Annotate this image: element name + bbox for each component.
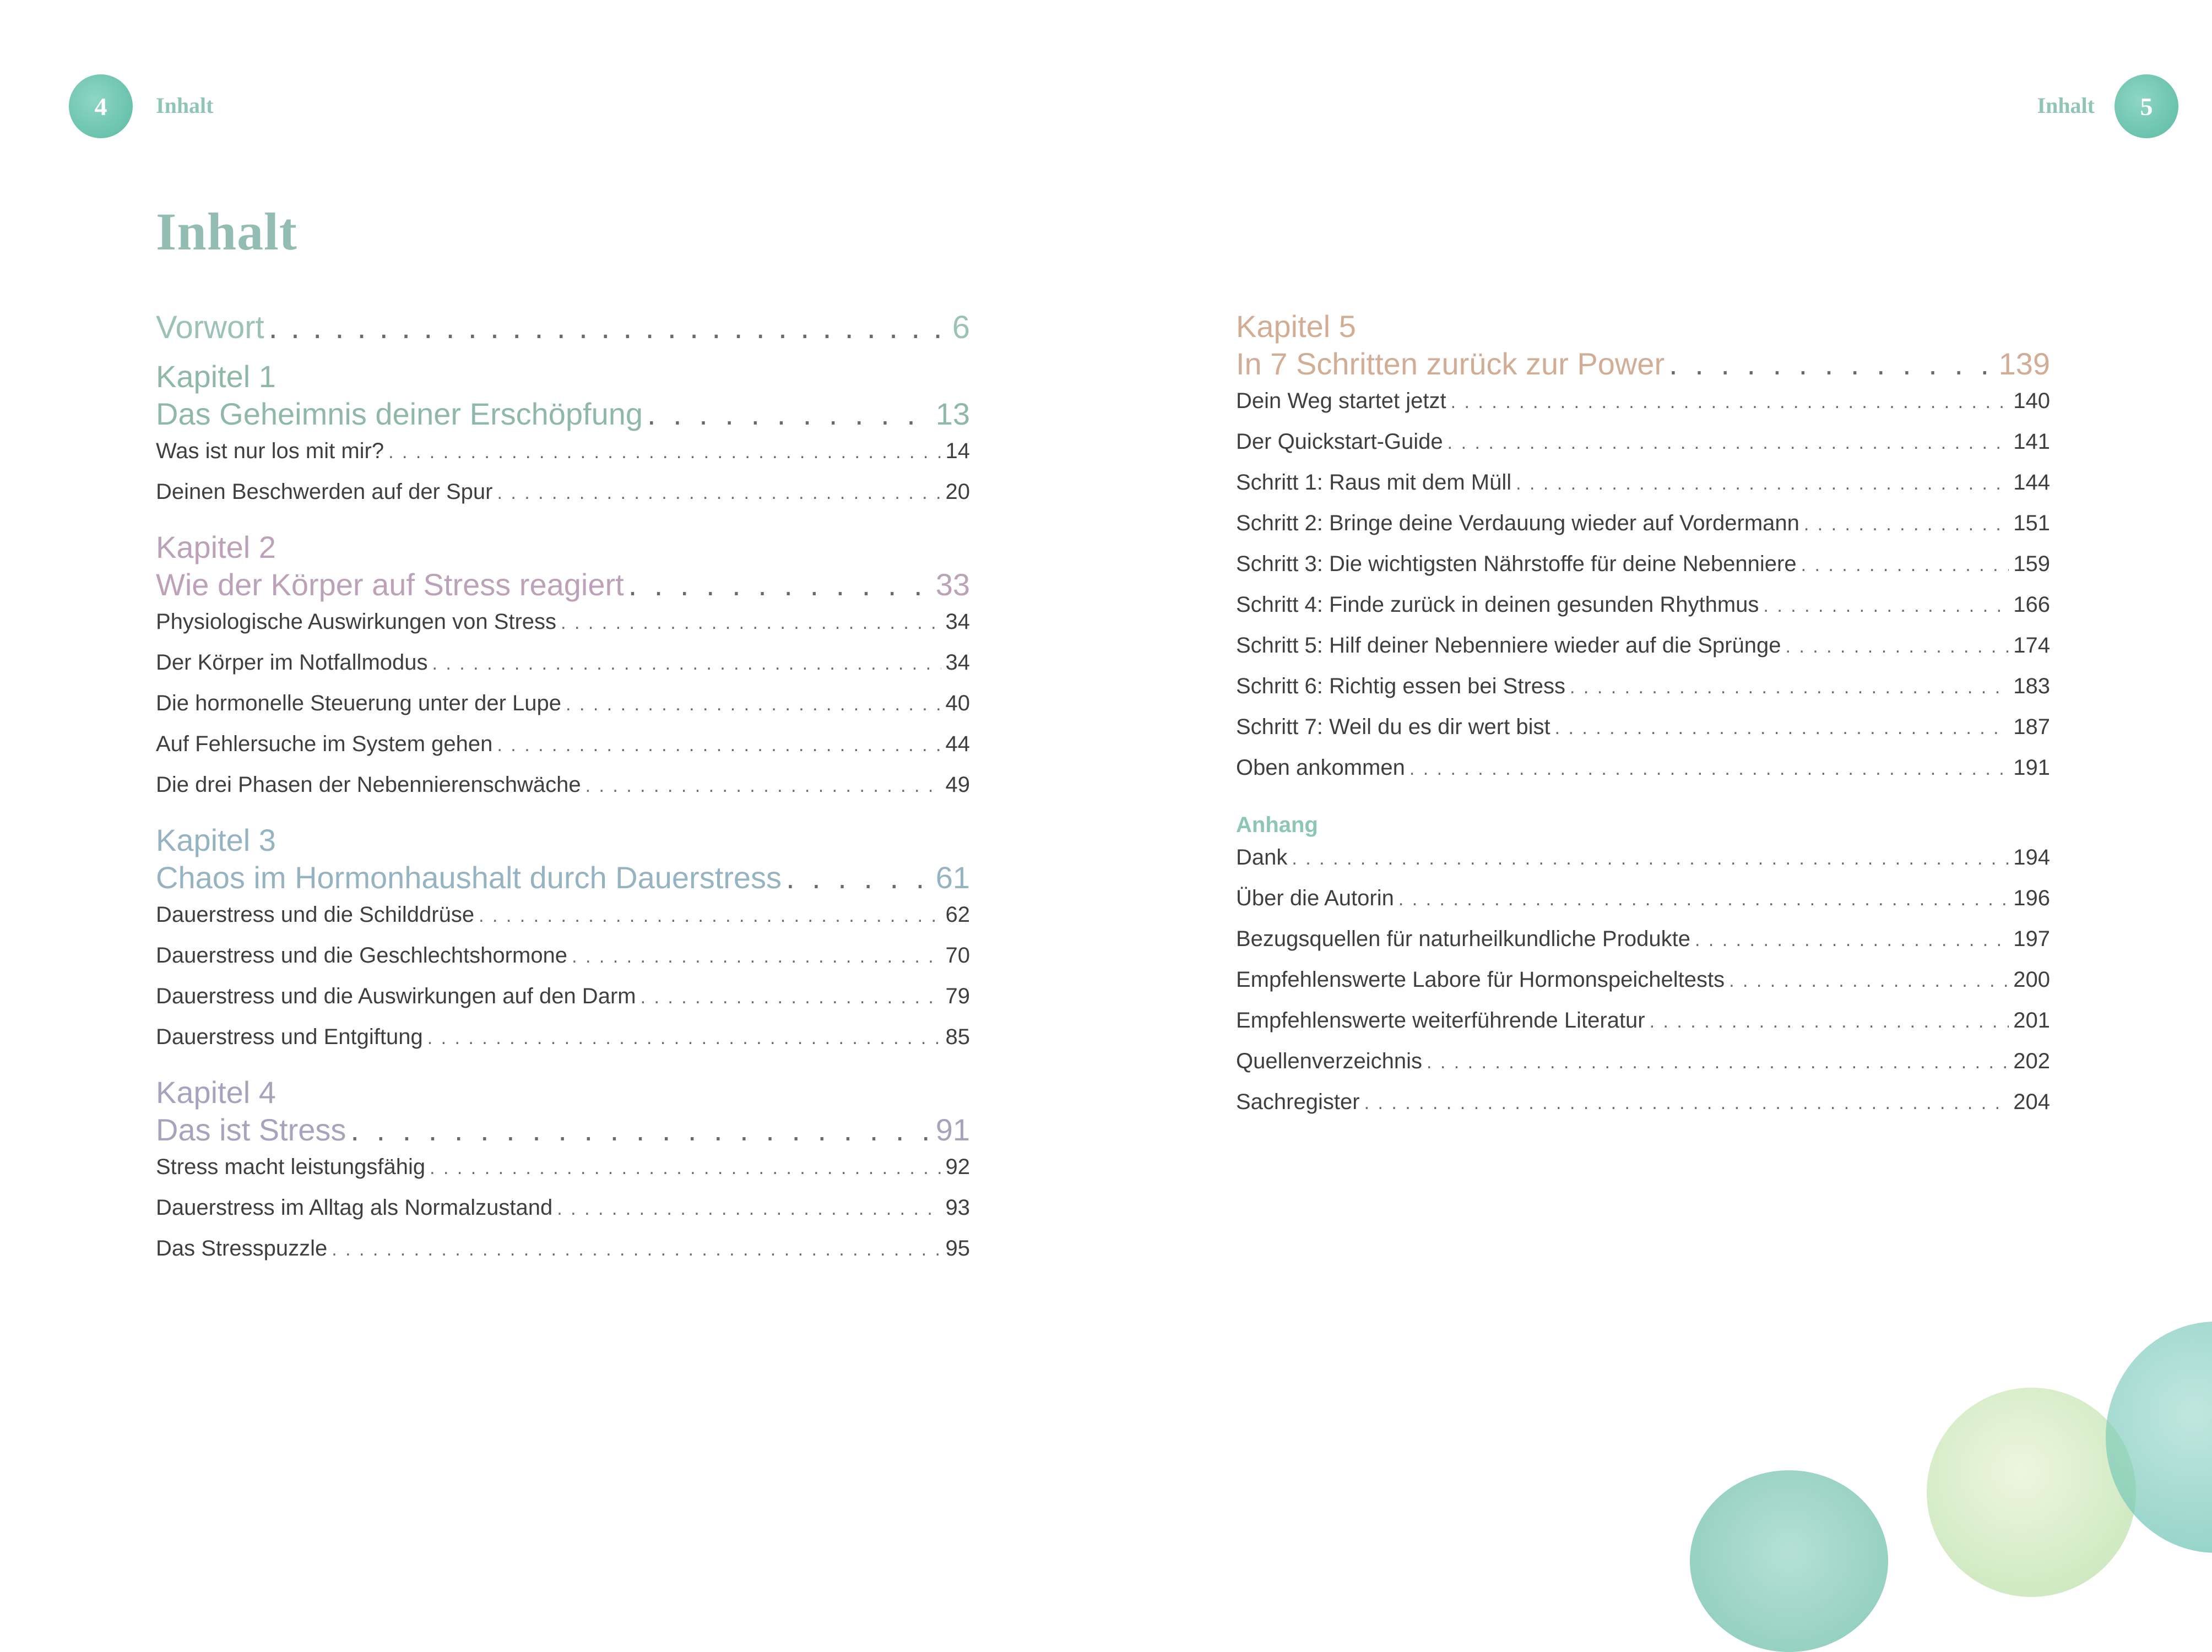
entry-page: 14 (945, 439, 970, 463)
toc-entry[interactable] (156, 1155, 970, 1195)
entry-page: 49 (945, 773, 970, 797)
entry-title: Das Stresspuzzle (156, 1236, 328, 1260)
dot-leader (332, 1239, 941, 1260)
entry-page: 183 (2013, 674, 2050, 698)
toc-entry[interactable] (156, 984, 970, 1025)
toc-entry[interactable] (1236, 470, 2050, 511)
anhang-heading: Anhang (1236, 813, 1318, 837)
toc-entry[interactable] (1236, 511, 2050, 552)
chapter-3 (156, 822, 970, 897)
dot-leader (786, 858, 931, 897)
entry-title: Dauerstress und die Geschlechtshormone (156, 943, 568, 968)
toc-entry[interactable] (156, 1236, 970, 1277)
toc-vorwort-title: Vorwort (156, 309, 264, 345)
entry-page: 144 (2013, 470, 2050, 494)
toc-entry[interactable] (156, 1025, 970, 1066)
chapter-page: 91 (935, 1112, 970, 1147)
toc-entry[interactable] (1236, 674, 2050, 715)
entry-page: 187 (2013, 715, 2050, 739)
entry-title: Stress macht leistungsfähig (156, 1155, 426, 1179)
toc-entry[interactable] (156, 610, 970, 650)
entry-page: 70 (945, 943, 970, 968)
entry-title: Auf Fehlersuche im System gehen (156, 732, 493, 756)
dot-leader (557, 1198, 941, 1220)
entry-title: Schritt 5: Hilf deiner Nebenniere wieder auf die Sprünge (1236, 633, 1781, 657)
chapter-page: 61 (935, 860, 970, 895)
entry-title: Physiologische Auswirkungen von Stress (156, 610, 557, 634)
chapter-title: In 7 Schritten zurück zur Power (1236, 346, 1665, 381)
entry-page: 151 (2013, 511, 2050, 535)
entry-page: 201 (2013, 1008, 2050, 1032)
entry-page: 93 (945, 1195, 970, 1220)
dot-leader (1570, 677, 2009, 698)
entry-page: 44 (945, 732, 970, 756)
toc-entry[interactable] (156, 943, 970, 984)
chapter-1 (156, 358, 970, 433)
dot-leader (1292, 848, 2009, 870)
toc-entry[interactable] (1236, 886, 2050, 927)
dot-leader (350, 1111, 931, 1149)
chapter-label: Kapitel 4 (156, 1075, 276, 1110)
entry-page: 200 (2013, 968, 2050, 992)
entry-page: 159 (2013, 552, 2050, 576)
toc-entry[interactable] (156, 650, 970, 691)
toc-vorwort-page: 6 (952, 309, 970, 345)
dot-leader (572, 946, 941, 968)
dot-leader (1447, 432, 2009, 454)
entry-title: Der Quickstart-Guide (1236, 430, 1443, 454)
entry-page: 166 (2013, 593, 2050, 617)
toc-entry[interactable] (1236, 593, 2050, 633)
dot-leader (1516, 473, 2009, 494)
page-number-badge-left: 4 (69, 74, 133, 138)
running-title-left: Inhalt (156, 93, 214, 118)
toc-entry[interactable] (1236, 552, 2050, 593)
entry-title: Deinen Beschwerden auf der Spur (156, 480, 493, 504)
dot-leader (585, 775, 941, 797)
entry-page: 40 (945, 691, 970, 715)
entry-title: Dauerstress und die Auswirkungen auf den Darm (156, 984, 636, 1008)
entry-page: 174 (2013, 633, 2050, 657)
entry-page: 197 (2013, 927, 2050, 951)
entry-title: Schritt 1: Raus mit dem Müll (1236, 470, 1512, 494)
toc-left-column (156, 306, 970, 1277)
toc-vorwort[interactable] (156, 306, 970, 350)
chapter-label: Kapitel 3 (156, 823, 276, 857)
entry-page: 194 (2013, 845, 2050, 870)
chapter-title: Wie der Körper auf Stress reagiert (156, 567, 624, 602)
chapter-5 (1236, 308, 2050, 383)
toc-entry[interactable] (156, 732, 970, 773)
dot-leader (561, 612, 941, 634)
entry-title: Oben ankommen (1236, 756, 1405, 780)
entry-title: Die hormonelle Steuerung unter der Lupe (156, 691, 562, 715)
watercolor-blob (1927, 1388, 2136, 1597)
dot-leader (497, 735, 941, 756)
dot-leader (1555, 718, 2009, 739)
dot-leader (269, 306, 948, 350)
entry-page: 204 (2013, 1090, 2050, 1114)
dot-leader (1801, 555, 2009, 576)
chapter-page: 139 (1998, 346, 2050, 381)
chapter-title: Das ist Stress (156, 1112, 346, 1147)
chapter-title-row[interactable] (156, 566, 970, 604)
entry-page: 20 (945, 480, 970, 504)
entry-page: 141 (2013, 430, 2050, 454)
chapter-label: Kapitel 2 (156, 530, 276, 564)
toc-entry[interactable] (1236, 756, 2050, 796)
dot-leader (1451, 392, 2009, 413)
dot-leader (1695, 930, 2009, 951)
toc-entry[interactable] (1236, 430, 2050, 470)
dot-leader (430, 1158, 941, 1179)
entry-page: 62 (945, 903, 970, 927)
entry-page: 34 (945, 610, 970, 634)
entry-title: Dank (1236, 845, 1288, 870)
entry-page: 79 (945, 984, 970, 1008)
toc-entry[interactable] (1236, 1090, 2050, 1131)
entry-title: Dauerstress und die Schilddrüse (156, 903, 475, 927)
dot-leader (1785, 636, 2009, 657)
chapter-label: Kapitel 1 (156, 359, 276, 394)
toc-entry[interactable] (1236, 633, 2050, 674)
entry-title: Sachregister (1236, 1090, 1360, 1114)
dot-leader (1804, 514, 2009, 535)
toc-entry[interactable] (156, 903, 970, 943)
entry-title: Quellenverzeichnis (1236, 1049, 1422, 1073)
toc-entry[interactable] (156, 773, 970, 813)
toc-entry[interactable] (1236, 1049, 2050, 1090)
entry-title: Schritt 4: Finde zurück in deinen gesunden Rhythmus (1236, 593, 1759, 617)
dot-leader (1427, 1052, 2009, 1073)
dot-leader (1409, 758, 2009, 780)
chapter-title-row[interactable] (156, 395, 970, 433)
entry-page: 34 (945, 650, 970, 675)
entry-page: 202 (2013, 1049, 2050, 1073)
chapter-title: Chaos im Hormonhaushalt durch Dauerstress (156, 860, 782, 895)
entry-title: Dein Weg startet jetzt (1236, 389, 1446, 413)
dot-leader (1398, 889, 2009, 910)
entry-page: 191 (2013, 756, 2050, 780)
entry-title: Schritt 6: Richtig essen bei Stress (1236, 674, 1566, 698)
dot-leader (647, 395, 931, 433)
entry-title: Empfehlenswerte Labore für Hormonspeicheltests (1236, 968, 1725, 992)
entry-page: 95 (945, 1236, 970, 1260)
chapter-page: 13 (935, 396, 970, 431)
dot-leader (566, 694, 941, 715)
toc-right-column (1236, 308, 2050, 1131)
entry-title: Empfehlenswerte weiterführende Literatur (1236, 1008, 1645, 1032)
toc-entry[interactable] (1236, 389, 2050, 430)
watercolor-blob (1690, 1470, 1888, 1652)
entry-page: 196 (2013, 886, 2050, 910)
dot-leader (1650, 1011, 2009, 1032)
entry-title: Der Körper im Notfallmodus (156, 650, 428, 675)
dot-leader (479, 905, 941, 927)
entry-title: Was ist nur los mit mir? (156, 439, 384, 463)
entry-page: 92 (945, 1155, 970, 1179)
entry-title: Bezugsquellen für naturheilkundliche Produkte (1236, 927, 1690, 951)
dot-leader (641, 987, 941, 1008)
dot-leader (1364, 1093, 2009, 1114)
toc-entry[interactable] (1236, 927, 2050, 968)
dot-leader (1763, 595, 2009, 617)
dot-leader (497, 482, 941, 504)
entry-title: Schritt 2: Bringe deine Verdauung wieder auf Vordermann (1236, 511, 1799, 535)
dot-leader (1669, 345, 1994, 383)
dot-leader (432, 653, 941, 675)
toc-entry[interactable] (1236, 845, 2050, 886)
toc-entry[interactable] (1236, 968, 2050, 1008)
chapter-title: Das Geheimnis deiner Erschöpfung (156, 396, 643, 431)
entry-page: 85 (945, 1025, 970, 1049)
entry-page: 140 (2013, 389, 2050, 413)
entry-title: Dauerstress im Alltag als Normalzustand (156, 1195, 553, 1220)
chapter-title-row[interactable] (1236, 345, 2050, 383)
chapter-4 (156, 1074, 970, 1149)
running-title-right: Inhalt (2037, 93, 2095, 118)
toc-entry[interactable] (1236, 1008, 2050, 1049)
entry-title: Die drei Phasen der Nebennierenschwäche (156, 773, 581, 797)
entry-title: Schritt 3: Die wichtigsten Nährstoffe für deine Nebenniere (1236, 552, 1797, 576)
dot-leader (628, 566, 931, 604)
entry-title: Schritt 7: Weil du es dir wert bist (1236, 715, 1550, 739)
toc-entry[interactable] (156, 439, 970, 480)
entry-title: Dauerstress und Entgiftung (156, 1025, 423, 1049)
page-title: Inhalt (156, 202, 297, 261)
chapter-label: Kapitel 5 (1236, 309, 1356, 344)
entry-title: Über die Autorin (1236, 886, 1394, 910)
toc-entry[interactable] (1236, 715, 2050, 756)
chapter-2 (156, 529, 970, 604)
dot-leader (388, 442, 941, 463)
dot-leader (1729, 970, 2009, 992)
chapter-title-row[interactable] (156, 858, 970, 897)
chapter-page: 33 (935, 567, 970, 602)
chapter-title-row[interactable] (156, 1111, 970, 1149)
toc-entry[interactable] (156, 691, 970, 732)
dot-leader (427, 1028, 941, 1049)
page-number-badge-right: 5 (2115, 74, 2178, 138)
toc-entry[interactable] (156, 1195, 970, 1236)
toc-entry[interactable] (156, 480, 970, 520)
